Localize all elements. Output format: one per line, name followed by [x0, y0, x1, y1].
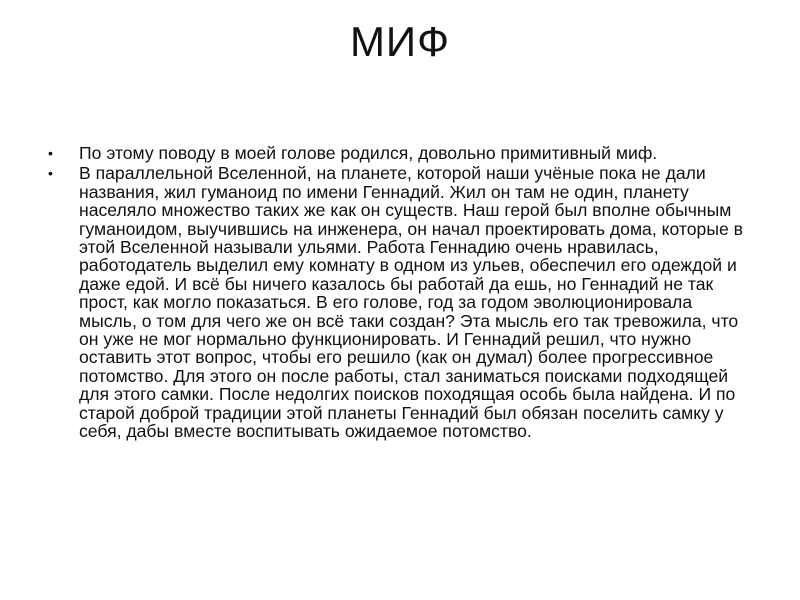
bullet-item-2: [48, 164, 748, 440]
bullet-icon: •: [48, 145, 53, 161]
bullet-text: По этому поводу в моей голове родился, довольно примитивный миф.: [79, 143, 658, 163]
slide-title: МИФ: [349, 18, 451, 65]
bullet-icon: •: [48, 165, 53, 182]
bullet-text: В параллельной Вселенной, на планете, которой наши учёные пока не дали названия, жил гуманоид по имени Геннадий. Жил он там не один, планету населяло множество таких же как он существ. Наш герой был вполне обычным гуманоидом, выучившись на инженера, он начал проектировать дома, которые в этой Вселенной называли ульями. Работа Геннадию очень нравилась, работодатель выделил ему комнату в одном из ульев, обеспечил его одеждой и даже едой. И всё бы ничего казалось бы работай да ешь, но Геннадий не так прост, как могло показаться. В его голове, год за годом эволюционировала мысль, о том для чего же он всё таки создан? Эта мысль его так тревожила, что он уже не мог нормально функционировать. И Геннадий решил, что нужно оставить этот вопрос, чтобы его решило (как он думал) более прогрессивное потомство. Для этого он после работы, стал заниматься поисками подходящей для этого самки. После недолгих поисков походящая особь была найдена. И по старой доброй традиции этой планеты Геннадий был обязан поселить самку у себя, дабы вместе воспитывать ожидаемое потомство.: [79, 163, 744, 442]
bullet-item-1: [48, 144, 748, 162]
bullet-list: [48, 144, 748, 443]
